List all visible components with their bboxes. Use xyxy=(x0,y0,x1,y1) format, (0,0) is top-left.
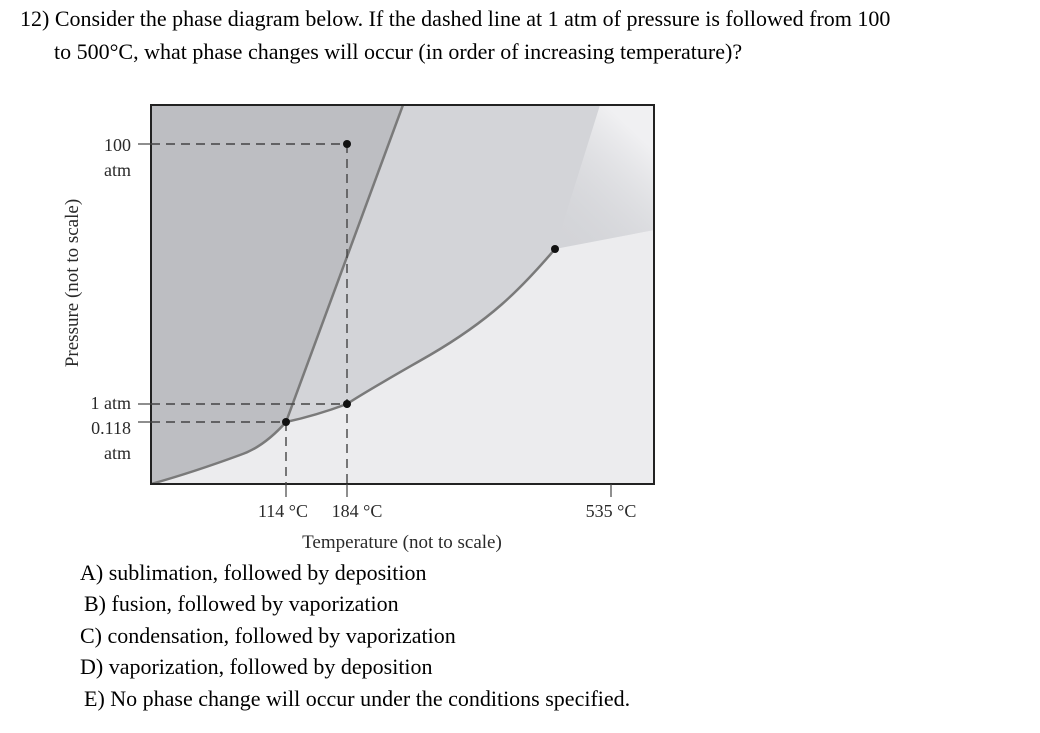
answer-choice-e: E) No phase change will occur under the conditions specified. xyxy=(84,686,631,711)
label-100-unit: atm xyxy=(104,160,131,180)
label-0118-unit: atm xyxy=(104,443,131,463)
label-184C: 184 °C xyxy=(331,501,383,521)
answer-choice-b: B) fusion, followed by vaporization xyxy=(84,591,399,616)
question-line-2: to 500°C, what phase changes will occur (in order of increasing temperature)? xyxy=(54,39,743,64)
triple-point xyxy=(282,418,290,426)
answer-choice-c: C) condensation, followed by vaporization xyxy=(80,623,456,648)
answer-choice-a: A) sublimation, followed by deposition xyxy=(80,560,427,585)
label-1atm: 1 atm xyxy=(90,393,131,413)
label-100-value: 100 xyxy=(104,135,131,155)
label-114C: 114 °C xyxy=(257,501,309,521)
y-axis-title: Pressure (not to scale) xyxy=(62,198,83,368)
x-axis-title: Temperature (not to scale) xyxy=(302,532,502,553)
question-line-1: 12) Consider the phase diagram below. If the dashed line at 1 atm of pressure is followed from 100 xyxy=(20,6,891,31)
point-100atm-184C xyxy=(343,140,351,148)
label-535C: 535 °C xyxy=(585,501,637,521)
critical-point xyxy=(551,245,559,253)
normal-boiling-point xyxy=(343,400,351,408)
label-0118-value: 0.118 xyxy=(91,418,131,438)
answer-choice-d: D) vaporization, followed by deposition xyxy=(80,654,433,679)
